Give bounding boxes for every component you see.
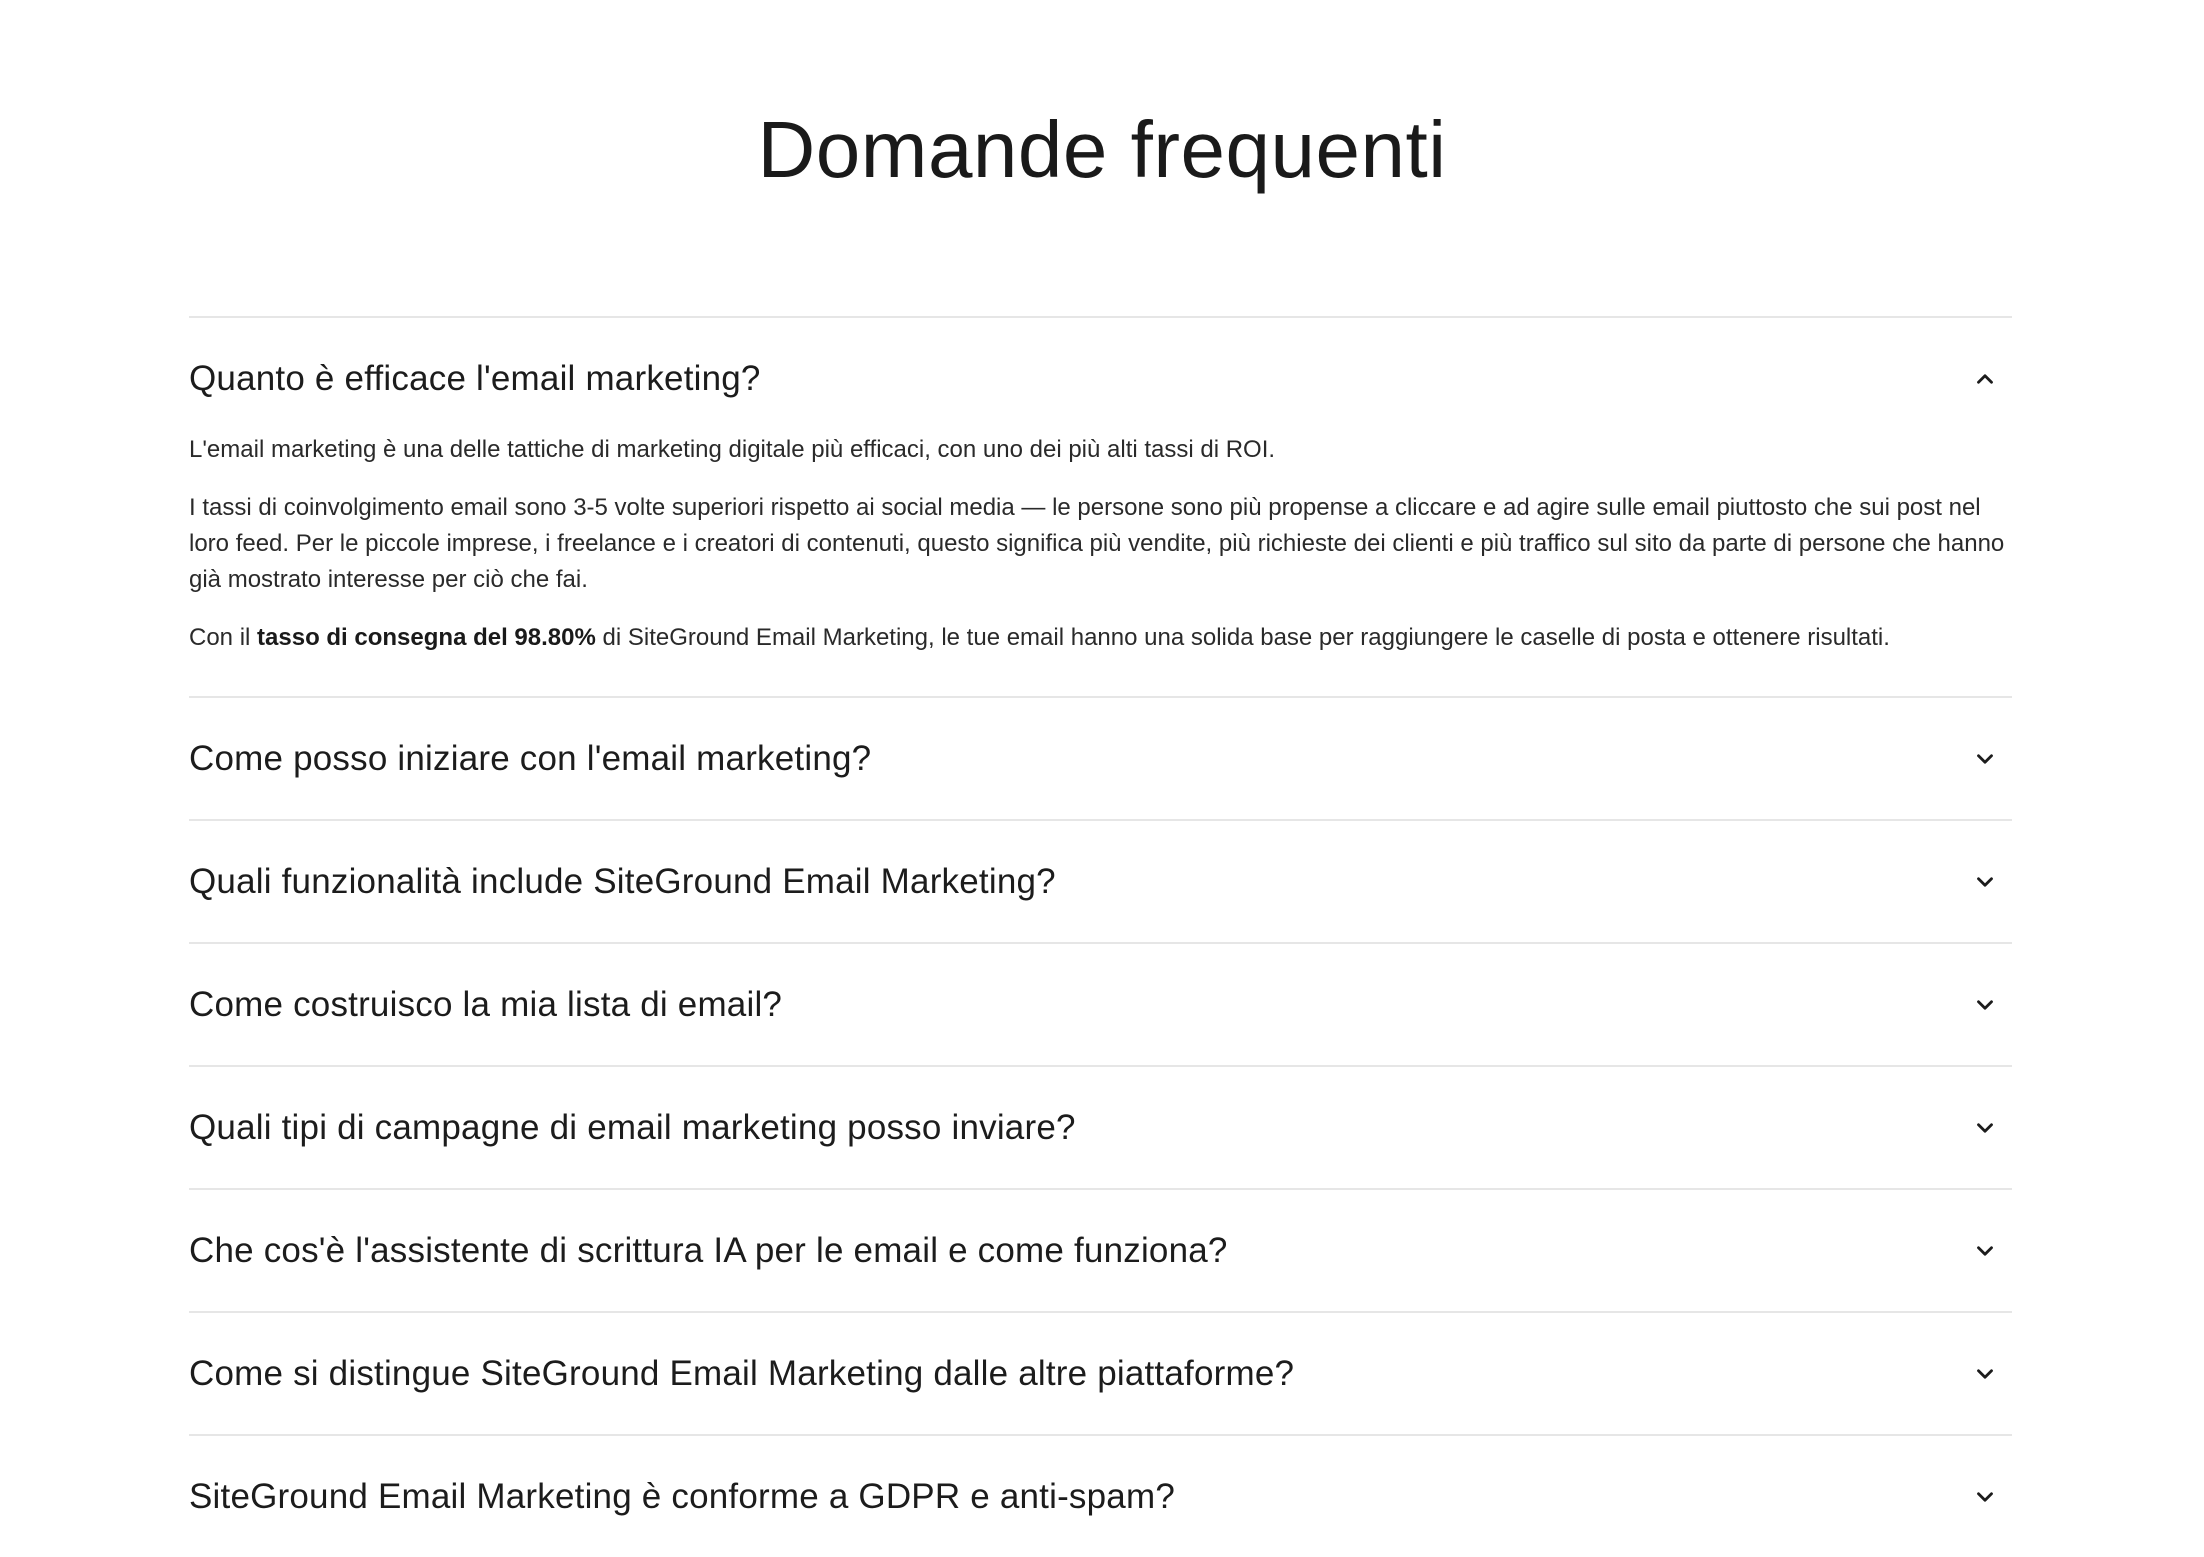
chevron-down-icon[interactable] <box>1972 1361 1998 1387</box>
faq-answer-paragraph <box>189 620 2012 656</box>
faq-question-toggle[interactable] <box>189 698 2012 819</box>
faq-question-toggle[interactable] <box>189 1067 2012 1188</box>
faq-answer-paragraph: I tassi di coinvolgimento email sono 3-5 volte superiori rispetto ai social media — le persone sono più propense a cliccare e ad agire sulle email piuttosto che sui post nel loro feed. Per le piccole imprese, i freelance e i creatori di contenuti, questo significa più vendite, più richieste dei clienti e più traffico sul sito da parte di persone che hanno già mostrato interesse per ciò che fai. <box>189 494 2005 593</box>
faq-item <box>189 819 2012 942</box>
faq-question-toggle[interactable] <box>189 944 2012 1065</box>
faq-question-toggle[interactable] <box>189 1313 2012 1434</box>
faq-question-toggle[interactable] <box>189 1436 2012 1557</box>
page-title: Domande frequenti <box>757 105 1447 194</box>
faq-item <box>189 696 2012 819</box>
faq-item <box>189 1434 2012 1557</box>
faq-question-text: SiteGround Email Marketing è conforme a GDPR e anti-spam? <box>189 1476 1175 1516</box>
answer-text: di SiteGround Email Marketing, le tue email hanno una solida base per raggiungere le caselle di posta e ottenere risultati. <box>595 624 1890 651</box>
faq-question-text: Come si distingue SiteGround Email Marketing dalle altre piattaforme? <box>189 1353 1295 1393</box>
chevron-up-icon[interactable] <box>1972 366 1998 392</box>
faq-question-toggle[interactable] <box>189 821 2012 942</box>
faq-answer-paragraph: L'email marketing è una delle tattiche di marketing digitale più efficaci, con uno dei più alti tassi di ROI. <box>189 436 1276 463</box>
faq-question-text: Come costruisco la mia lista di email? <box>189 984 783 1024</box>
faq-accordion <box>189 316 2012 1557</box>
faq-item <box>189 1065 2012 1188</box>
faq-item-expanded <box>189 316 2012 696</box>
delivery-rate-highlight: tasso di consegna del 98.80% <box>257 624 596 651</box>
chevron-down-icon[interactable] <box>1972 1484 1998 1510</box>
chevron-down-icon[interactable] <box>1972 992 1998 1018</box>
chevron-down-icon[interactable] <box>1972 1115 1998 1141</box>
chevron-down-icon[interactable] <box>1972 746 1998 772</box>
faq-item <box>189 942 2012 1065</box>
faq-question-text: Quali funzionalità include SiteGround Email Marketing? <box>189 861 1056 901</box>
faq-question-text: Come posso iniziare con l'email marketing? <box>189 738 872 778</box>
answer-text: Con il <box>189 624 258 651</box>
faq-question-toggle[interactable] <box>189 318 2012 439</box>
faq-question-text: Quanto è efficace l'email marketing? <box>189 358 761 398</box>
faq-question-text: Che cos'è l'assistente di scrittura IA per le email e come funziona? <box>189 1230 1228 1270</box>
faq-answer <box>189 432 2012 696</box>
faq-item <box>189 1311 2012 1434</box>
faq-item <box>189 1188 2012 1311</box>
faq-question-toggle[interactable] <box>189 1190 2012 1311</box>
faq-question-text: Quali tipi di campagne di email marketing posso inviare? <box>189 1107 1076 1147</box>
chevron-down-icon[interactable] <box>1972 869 1998 895</box>
chevron-down-icon[interactable] <box>1972 1238 1998 1264</box>
